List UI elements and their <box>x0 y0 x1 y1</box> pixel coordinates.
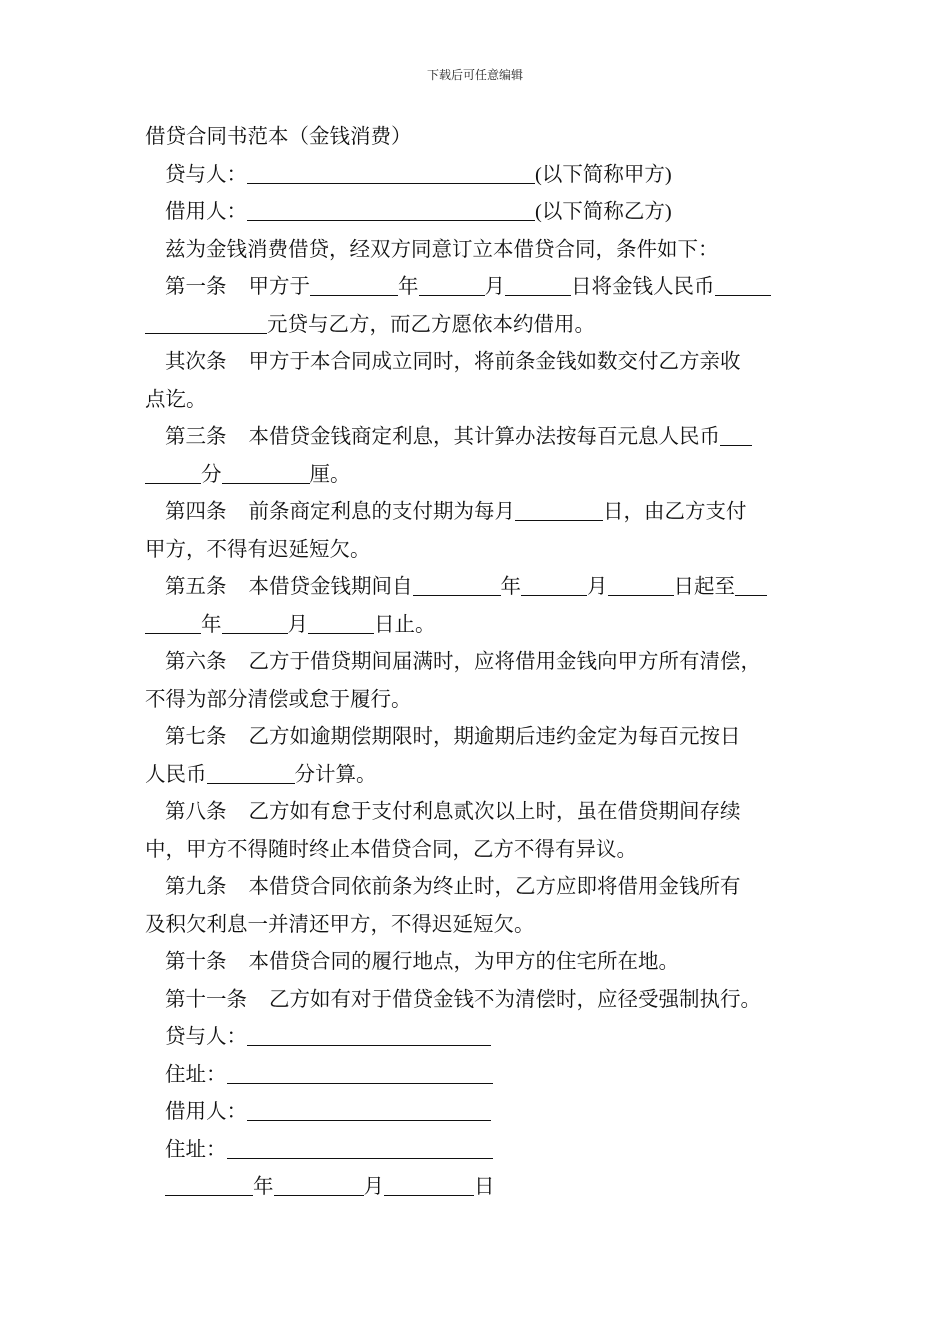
borrower-label: 借用人： <box>165 199 247 223</box>
penalty-blank[interactable] <box>207 759 295 784</box>
signature-address-1-blank[interactable] <box>227 1059 493 1084</box>
article-number: 第三条 <box>165 424 227 448</box>
signature-address-2-line <box>145 1131 815 1169</box>
article-8-line-2: 中，甲方不得随时终止本借贷合同，乙方不得有异议。 <box>145 836 637 861</box>
article-3-line-2: 分 厘。 <box>145 456 815 494</box>
signature-borrower-line <box>145 1093 815 1131</box>
article-number: 第五条 <box>165 574 227 598</box>
document-title: 借贷合同书范本（金钱消费） <box>145 124 412 148</box>
article-7-line-1: 第七条 乙方如逾期偿期限时，期逾期后违约金定为每百元按日 <box>165 724 741 748</box>
article-4-line-2: 甲方，不得有迟延短欠。 <box>145 536 371 561</box>
signature-lender-line <box>145 1018 815 1056</box>
signature-year-blank[interactable] <box>165 1171 253 1196</box>
interest-blank-continued[interactable] <box>145 459 201 484</box>
article-number: 第八条 <box>165 799 227 823</box>
lender-name-blank[interactable] <box>247 159 535 184</box>
date-day-blank[interactable] <box>505 271 571 296</box>
article-number: 其次条 <box>165 349 227 373</box>
article-number: 第一条 <box>165 274 227 298</box>
signature-address-label: 住址： <box>165 1136 227 1161</box>
end-day-blank[interactable] <box>308 609 374 634</box>
end-year-blank[interactable] <box>735 571 767 596</box>
article-number: 第七条 <box>165 724 227 748</box>
signature-date-line: 年 月 日 <box>145 1168 815 1206</box>
article-6-line-2: 不得为部分清偿或怠于履行。 <box>145 686 412 711</box>
date-month-blank[interactable] <box>419 271 485 296</box>
amount-blank-continued[interactable] <box>145 309 267 334</box>
payment-day-blank[interactable] <box>515 496 603 521</box>
article-3-line-1: 第三条 本借贷金钱商定利息，其计算办法按每百元息人民币 <box>145 418 815 456</box>
end-month-blank[interactable] <box>222 609 288 634</box>
lender-line <box>145 156 815 194</box>
start-year-blank[interactable] <box>413 571 501 596</box>
signature-borrower-label: 借用人： <box>165 1099 247 1123</box>
article-1-line-1: 第一条 甲方于 年 月 日将金钱人民币 <box>145 268 815 306</box>
end-year-blank-continued[interactable] <box>145 609 201 634</box>
article-5-line-1: 第五条 本借贷金钱期间自 年 月 日起至 <box>145 568 815 606</box>
signature-address-label: 住址： <box>165 1061 227 1086</box>
article-10-line: 第十条 本借贷合同的履行地点，为甲方的住宅所在地。 <box>165 949 679 973</box>
start-month-blank[interactable] <box>521 571 587 596</box>
page-header-note: 下载后可任意编辑 <box>426 68 523 82</box>
signature-month-blank[interactable] <box>274 1171 364 1196</box>
article-5-line-2: 年 月 日止。 <box>145 606 815 644</box>
borrower-suffix: (以下简称乙方) <box>535 201 672 223</box>
interest-li-blank[interactable] <box>222 459 310 484</box>
article-9-line-2: 及积欠利息一并清还甲方，不得迟延短欠。 <box>145 911 535 936</box>
borrower-line <box>145 193 815 231</box>
contract-document <box>145 118 815 1206</box>
article-9-line-1: 第九条 本借贷合同依前条为终止时，乙方应即将借用金钱所有 <box>165 874 741 898</box>
start-day-blank[interactable] <box>608 571 674 596</box>
lender-suffix: (以下简称甲方) <box>535 163 672 186</box>
date-year-blank[interactable] <box>310 271 398 296</box>
borrower-name-blank[interactable] <box>247 196 535 221</box>
article-1-line-2: 元贷与乙方，而乙方愿依本约借用。 <box>145 306 815 344</box>
article-8-line-1: 第八条 乙方如有怠于支付利息贰次以上时，虽在借贷期间存续 <box>165 799 741 823</box>
article-number: 第十条 <box>165 949 227 973</box>
signature-lender-label: 贷与人： <box>165 1024 247 1048</box>
article-number: 第十一条 <box>165 986 247 1011</box>
article-11-line: 第十一条 乙方如有对于借贷金钱不为清偿时，应径受强制执行。 <box>165 986 761 1011</box>
signature-lender-blank[interactable] <box>247 1021 491 1046</box>
signature-address-2-blank[interactable] <box>227 1134 493 1159</box>
article-2-line-1: 其次条 甲方于本合同成立同时，将前条金钱如数交付乙方亲收 <box>165 349 741 373</box>
article-2-line-2: 点讫。 <box>145 386 207 411</box>
interest-blank[interactable] <box>720 421 752 446</box>
signature-day-blank[interactable] <box>384 1171 474 1196</box>
signature-borrower-blank[interactable] <box>247 1096 491 1121</box>
article-7-line-2: 人民币 分计算。 <box>145 756 815 794</box>
article-number: 第六条 <box>165 649 227 673</box>
article-number: 第四条 <box>165 499 227 523</box>
article-6-line-1: 第六条 乙方于借贷期间届满时，应将借用金钱向甲方所有清偿， <box>165 649 761 673</box>
amount-blank[interactable] <box>715 271 771 296</box>
article-4-line-1: 第四条 前条商定利息的支付期为每月 日，由乙方支付 <box>145 493 815 531</box>
article-number: 第九条 <box>165 874 227 898</box>
lender-label: 贷与人： <box>165 161 247 186</box>
signature-address-1-line <box>145 1056 815 1094</box>
intro-text: 兹为金钱消费借贷，经双方同意订立本借贷合同，条件如下： <box>165 236 719 261</box>
